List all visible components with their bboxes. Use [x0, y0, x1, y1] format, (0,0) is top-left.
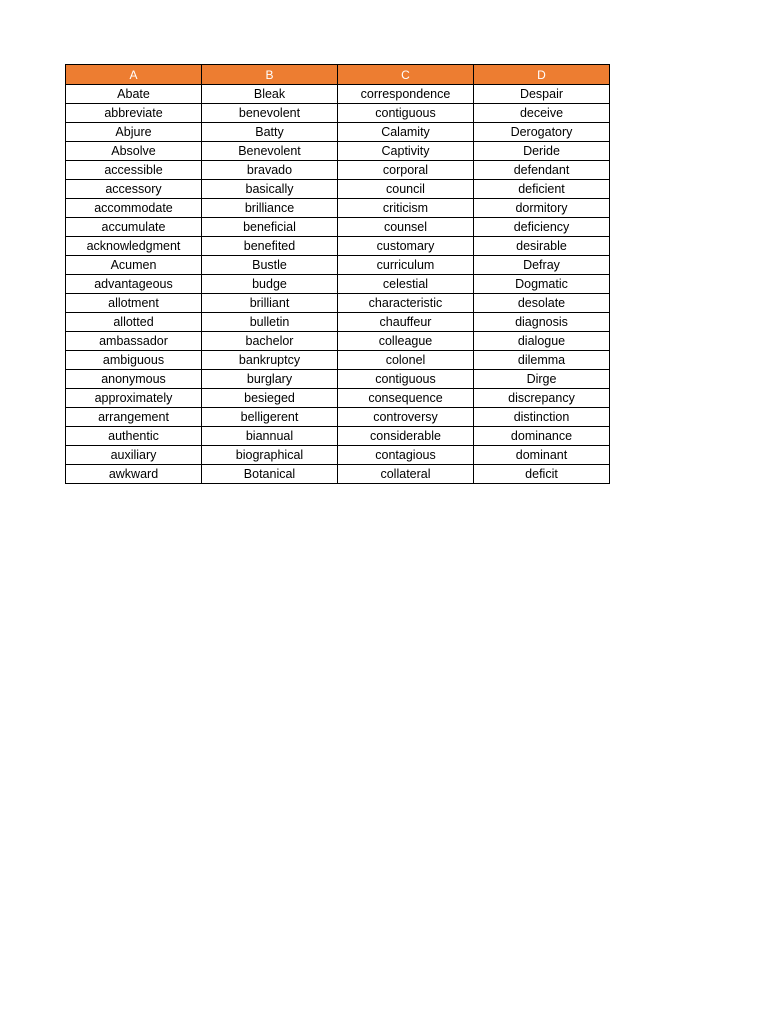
table-cell[interactable]: characteristic: [338, 294, 474, 313]
table-body: [66, 85, 610, 484]
table-cell[interactable]: council: [338, 180, 474, 199]
table-cell[interactable]: defendant: [474, 161, 610, 180]
table-cell[interactable]: distinction: [474, 408, 610, 427]
table-cell[interactable]: belligerent: [202, 408, 338, 427]
column-header-d[interactable]: D: [474, 65, 610, 85]
table-row: [66, 161, 610, 180]
table-row: [66, 332, 610, 351]
table-row: [66, 427, 610, 446]
table-cell[interactable]: consequence: [338, 389, 474, 408]
table-cell[interactable]: Botanical: [202, 465, 338, 484]
table-cell[interactable]: biographical: [202, 446, 338, 465]
table-cell[interactable]: allotted: [66, 313, 202, 332]
column-header-a[interactable]: A: [66, 65, 202, 85]
table-cell[interactable]: colonel: [338, 351, 474, 370]
table-cell[interactable]: benefited: [202, 237, 338, 256]
table-row: [66, 85, 610, 104]
table-cell[interactable]: Batty: [202, 123, 338, 142]
table-row: [66, 275, 610, 294]
table-row: [66, 446, 610, 465]
table-cell[interactable]: customary: [338, 237, 474, 256]
table-cell[interactable]: Calamity: [338, 123, 474, 142]
table-cell[interactable]: dominance: [474, 427, 610, 446]
table-cell[interactable]: collateral: [338, 465, 474, 484]
table-cell[interactable]: bravado: [202, 161, 338, 180]
table-cell[interactable]: Abate: [66, 85, 202, 104]
table-row: [66, 351, 610, 370]
table-cell[interactable]: abbreviate: [66, 104, 202, 123]
column-header-b[interactable]: B: [202, 65, 338, 85]
table-cell[interactable]: celestial: [338, 275, 474, 294]
table-cell[interactable]: Benevolent: [202, 142, 338, 161]
table-cell[interactable]: curriculum: [338, 256, 474, 275]
table-cell[interactable]: ambassador: [66, 332, 202, 351]
table-cell[interactable]: correspondence: [338, 85, 474, 104]
table-cell[interactable]: dilemma: [474, 351, 610, 370]
table-cell[interactable]: Despair: [474, 85, 610, 104]
table-cell[interactable]: anonymous: [66, 370, 202, 389]
table-cell[interactable]: beneficial: [202, 218, 338, 237]
table-cell[interactable]: criticism: [338, 199, 474, 218]
table-row: [66, 408, 610, 427]
table-row: [66, 123, 610, 142]
word-table: [65, 64, 610, 484]
table-cell[interactable]: arrangement: [66, 408, 202, 427]
table-cell[interactable]: approximately: [66, 389, 202, 408]
table-cell[interactable]: awkward: [66, 465, 202, 484]
table-cell[interactable]: benevolent: [202, 104, 338, 123]
table-cell[interactable]: deficient: [474, 180, 610, 199]
header-row: [66, 65, 610, 85]
table-cell[interactable]: Bleak: [202, 85, 338, 104]
table-cell[interactable]: Absolve: [66, 142, 202, 161]
table-cell[interactable]: besieged: [202, 389, 338, 408]
table-cell[interactable]: ambiguous: [66, 351, 202, 370]
table-cell[interactable]: budge: [202, 275, 338, 294]
table-row: [66, 370, 610, 389]
table-cell[interactable]: counsel: [338, 218, 474, 237]
table-cell[interactable]: brilliance: [202, 199, 338, 218]
table-cell[interactable]: deceive: [474, 104, 610, 123]
table-row: [66, 389, 610, 408]
table-cell[interactable]: contiguous: [338, 104, 474, 123]
table-cell[interactable]: corporal: [338, 161, 474, 180]
table-cell[interactable]: Derogatory: [474, 123, 610, 142]
table-row: [66, 237, 610, 256]
table-row: [66, 256, 610, 275]
table-cell[interactable]: acknowledgment: [66, 237, 202, 256]
table-cell[interactable]: dialogue: [474, 332, 610, 351]
table-cell[interactable]: authentic: [66, 427, 202, 446]
table-cell[interactable]: bulletin: [202, 313, 338, 332]
table-cell[interactable]: deficit: [474, 465, 610, 484]
table-cell[interactable]: Captivity: [338, 142, 474, 161]
table-cell[interactable]: advantageous: [66, 275, 202, 294]
table-cell[interactable]: Acumen: [66, 256, 202, 275]
table-row: [66, 104, 610, 123]
table-cell[interactable]: Bustle: [202, 256, 338, 275]
table-cell[interactable]: basically: [202, 180, 338, 199]
table-cell[interactable]: bachelor: [202, 332, 338, 351]
table-cell[interactable]: biannual: [202, 427, 338, 446]
table-cell[interactable]: desirable: [474, 237, 610, 256]
table-row: [66, 180, 610, 199]
table-row: [66, 294, 610, 313]
table-cell[interactable]: Abjure: [66, 123, 202, 142]
table-cell[interactable]: bankruptcy: [202, 351, 338, 370]
table-cell[interactable]: desolate: [474, 294, 610, 313]
table-cell[interactable]: colleague: [338, 332, 474, 351]
table-cell[interactable]: dormitory: [474, 199, 610, 218]
table-row: [66, 199, 610, 218]
table-cell[interactable]: auxiliary: [66, 446, 202, 465]
table-cell[interactable]: discrepancy: [474, 389, 610, 408]
table-row: [66, 313, 610, 332]
table-row: [66, 218, 610, 237]
table-cell[interactable]: considerable: [338, 427, 474, 446]
table-cell[interactable]: allotment: [66, 294, 202, 313]
table-cell[interactable]: Dirge: [474, 370, 610, 389]
table-row: [66, 142, 610, 161]
table-cell[interactable]: contiguous: [338, 370, 474, 389]
table-cell[interactable]: accessory: [66, 180, 202, 199]
table-cell[interactable]: Defray: [474, 256, 610, 275]
table-cell[interactable]: deficiency: [474, 218, 610, 237]
table-cell[interactable]: diagnosis: [474, 313, 610, 332]
table-cell[interactable]: brilliant: [202, 294, 338, 313]
table-cell[interactable]: accommodate: [66, 199, 202, 218]
table-cell[interactable]: accessible: [66, 161, 202, 180]
table-cell[interactable]: Deride: [474, 142, 610, 161]
table-cell[interactable]: chauffeur: [338, 313, 474, 332]
column-header-c[interactable]: C: [338, 65, 474, 85]
table-cell[interactable]: Dogmatic: [474, 275, 610, 294]
table-cell[interactable]: controversy: [338, 408, 474, 427]
table-cell[interactable]: dominant: [474, 446, 610, 465]
table-cell[interactable]: accumulate: [66, 218, 202, 237]
table-row: [66, 465, 610, 484]
table-cell[interactable]: contagious: [338, 446, 474, 465]
table-cell[interactable]: burglary: [202, 370, 338, 389]
